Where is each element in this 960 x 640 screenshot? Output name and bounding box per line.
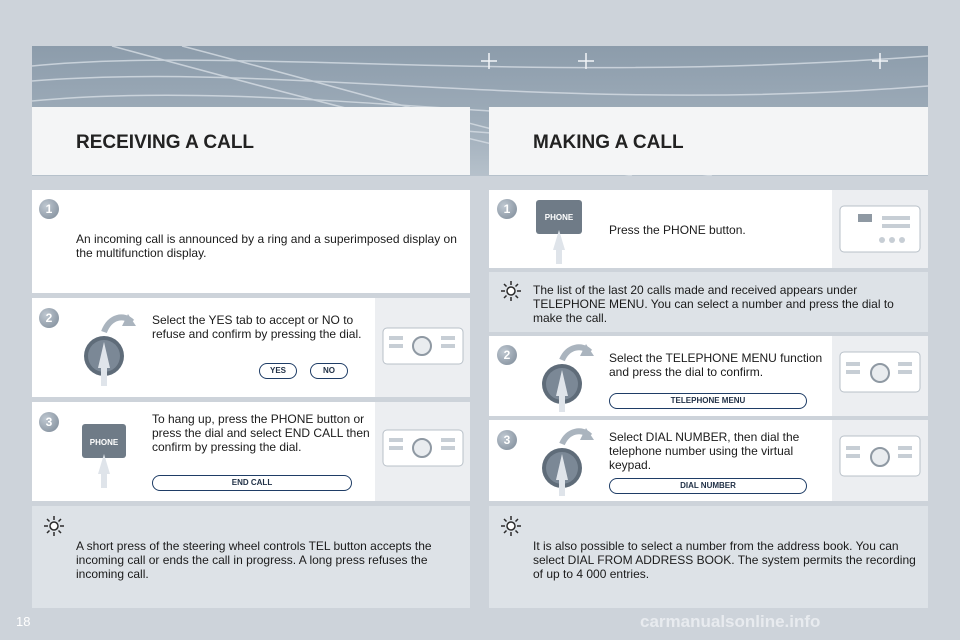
telephone-menu-button[interactable]: TELEPHONE MENU	[609, 393, 807, 409]
dashboard-image	[832, 190, 928, 268]
dial-press-icon	[76, 308, 136, 390]
step-number-badge: 2	[39, 308, 59, 328]
left-tip-panel	[32, 506, 470, 608]
left-step-1-text: An incoming call is announced by a ring and a superimposed display on the multifunction display.	[76, 232, 457, 260]
step-number-badge: 1	[39, 199, 59, 219]
right-tip-1-text: The list of the last 20 calls made and received appears under TELEPHONE MENU. You can select a number and press the dial to make the call.	[533, 283, 894, 325]
phone-icon-label: PHONE	[544, 213, 574, 222]
right-step-2-text: Select the TELEPHONE MENU function and press the dial to confirm.	[609, 351, 823, 379]
dashboard-image	[375, 402, 470, 501]
step-number-badge: 1	[497, 199, 517, 219]
phone-icon-label: PHONE	[89, 438, 119, 447]
step-number-badge: 3	[497, 430, 517, 450]
receiving-title-box	[32, 107, 470, 175]
dashboard-image	[832, 420, 928, 501]
dashboard-image	[832, 336, 928, 416]
dial-press-icon	[534, 340, 594, 414]
right-step-3-panel	[489, 420, 928, 501]
step-number-badge: 2	[497, 345, 517, 365]
dial-press-icon	[534, 424, 594, 498]
left-step-3-panel	[32, 402, 470, 501]
end-call-button[interactable]: END CALL	[152, 475, 352, 491]
right-step-1-panel	[489, 190, 928, 268]
right-tip-2-text: It is also possible to select a number from the address book. You can select DIAL FROM ADDRESS BOOK. The system permits the recording of up to 4 000 entries.	[533, 539, 916, 581]
step-number-badge: 3	[39, 412, 59, 432]
left-step-1-panel	[32, 190, 470, 293]
making-title-box	[489, 107, 928, 175]
left-step-2-panel	[32, 298, 470, 397]
left-tip-text: A short press of the steering wheel controls TEL button accepts the incoming call or ends the call in progress. A long press refuses the incoming call.	[76, 539, 432, 581]
right-tip-1-panel	[489, 272, 928, 332]
right-step-2-panel	[489, 336, 928, 416]
tip-sun-icon	[44, 516, 64, 536]
page-number: 18	[16, 614, 31, 629]
making-title: MAKING A CALL	[533, 132, 684, 153]
phone-button-icon	[534, 198, 584, 266]
no-tab-button[interactable]: NO	[310, 363, 348, 379]
receiving-title: RECEIVING A CALL	[76, 132, 255, 153]
watermark: carmanualsonline.info	[640, 612, 821, 631]
right-step-3-text: Select DIAL NUMBER, then dial the telephone number using the virtual keypad.	[609, 430, 800, 472]
right-tip-2-panel	[489, 506, 928, 608]
tip-sun-icon	[501, 516, 521, 536]
tip-sun-icon	[501, 281, 521, 301]
yes-tab-button[interactable]: YES	[259, 363, 297, 379]
right-step-1-text: Press the PHONE button.	[609, 223, 746, 237]
dial-number-button[interactable]: DIAL NUMBER	[609, 478, 807, 494]
dashboard-image	[375, 298, 470, 397]
left-step-2-text: Select the YES tab to accept or NO to refuse and confirm by pressing the dial.	[152, 313, 362, 341]
left-step-3-text: To hang up, press the PHONE button or press the dial and select END CALL then confirm by pressing the dial.	[152, 412, 370, 454]
phone-button-icon	[80, 418, 128, 490]
